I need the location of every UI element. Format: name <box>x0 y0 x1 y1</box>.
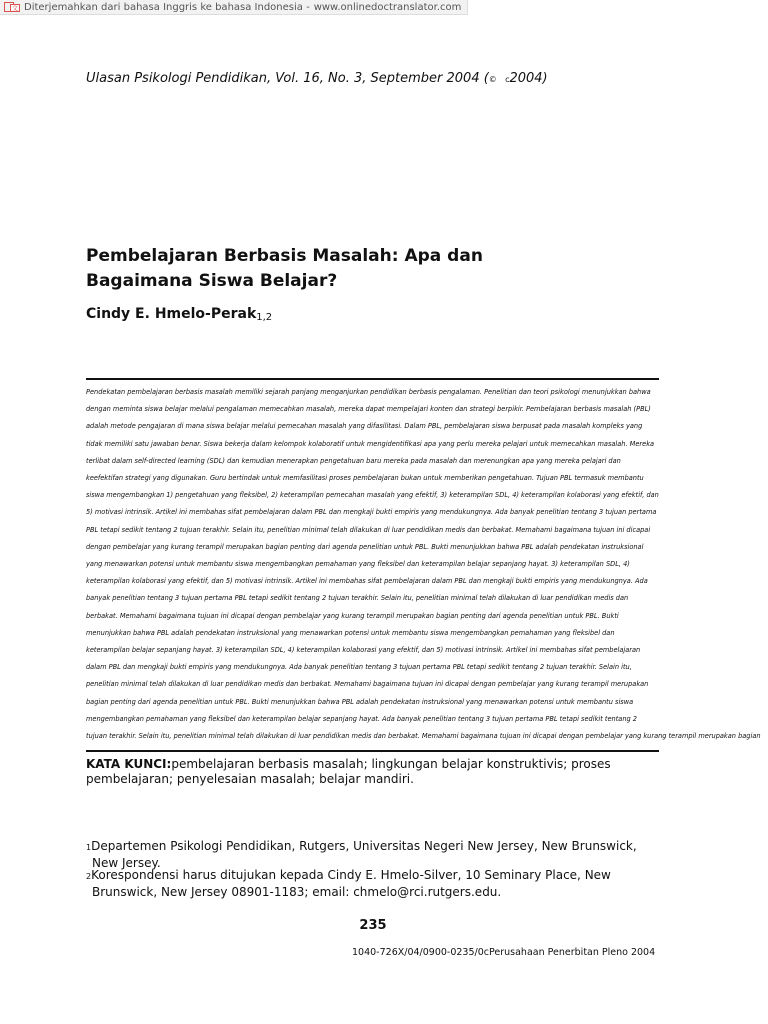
copyright-c: c <box>505 75 510 84</box>
article-title <box>86 244 646 294</box>
abstract-line: tujuan terakhir. Selain itu, penelitian minimal telah dilakukan di luar pendidikan medis dan berbakat. Memahami bagaimana tujuan ini dicapai dengan pembelajar yang kurang terampil merupakan bagian <box>86 732 761 741</box>
abstract-top-rule <box>86 378 659 380</box>
footer-publisher: Perusahaan Penerbitan Pleno 2004 <box>489 947 656 958</box>
footnote-1-number: 1 <box>86 843 92 852</box>
abstract-line: adalah metode pengajaran di mana siswa belajar melalui pemecahan masalah yang difasilitasi. Dalam PBL, pembelajaran siswa berpusat pada masalah kompleks yang <box>86 422 643 431</box>
footnote-2-line1: Korespondensi harus ditujukan kepada Cindy E. Hmelo-Silver, 10 Seminary Place, New <box>91 868 611 882</box>
footer-code: 1040-726X/04/0900-0235/0 <box>352 947 484 958</box>
footer-copyright: c <box>483 947 489 958</box>
abstract-line: banyak penelitian tentang 3 tujuan pertama PBL tetapi sedikit tentang 2 tujuan terakhir. Selain itu, penelitian minimal telah dilakukan di luar pendidikan medis dan <box>86 594 629 603</box>
footnote-2-number: 2 <box>86 872 92 881</box>
footnote-1-line2: New Jersey. <box>92 855 161 870</box>
abstract-line: keterampilan kolaborasi yang efektif, dan 5) motivasi intrinsik. Artikel ini membahas sifat pembelajaran dalam PBL dan mengkaji bukti empiris yang mendukungnya. Ada <box>86 577 648 586</box>
abstract-line: bagian penting dari agenda penelitian untuk PBL. Bukti menunjukkan bahwa PBL adalah pendekatan instruksional yang menawarkan potensi untuk membantu siswa <box>86 697 634 706</box>
abstract-line: yang menawarkan potensi untuk membantu siswa mengembangkan pemahaman yang fleksibel dan keterampilan belajar sepanjang hayat. 3) keterampilan SDL, 4) <box>86 560 630 569</box>
translator-logo-icon <box>4 2 20 12</box>
abstract-line: dengan pembelajar yang kurang terampil merupakan bagian penting dari agenda penelitian untuk PBL. Bukti menunjukkan bahwa PBL adalah pendekatan instruksional <box>86 542 644 551</box>
abstract <box>86 384 768 745</box>
article-title-line2: Bagaimana Siswa Belajar? <box>86 271 338 291</box>
abstract-line: siswa mengembangkan 1) pengetahuan yang fleksibel, 2) keterampilan pemecahan masalah yang efektif, 3) keterampilan SDL, 4) keterampilan kolaborasi yang efektif, dan <box>86 491 659 500</box>
page-number: 235 <box>359 918 387 933</box>
banner-text: Diterjemahkan dari bahasa Inggris ke bahasa Indonesia - <box>24 1 310 13</box>
abstract-bottom-rule <box>86 750 659 752</box>
footnote-1-line1: Departemen Psikologi Pendidikan, Rutgers, Universitas Negeri New Jersey, New Brunswick, <box>91 839 637 853</box>
abstract-line: mengembangkan pemahaman yang fleksibel dan keterampilan belajar sepanjang hayat. Ada banyak penelitian tentang 3 tujuan pertama PBL tetapi sedikit tentang 2 <box>86 714 638 723</box>
keywords-text: pembelajaran berbasis masalah; lingkungan belajar konstruktivis; proses pembelajaran; penyelesaian masalah; belajar mandiri. <box>86 757 611 786</box>
abstract-line: keefektifan strategi yang digunakan. Guru bertindak untuk memfasilitasi proses pembelajaran bukan untuk memberikan pengetahuan. Tujuan PBL termasuk membantu <box>86 474 644 483</box>
article-title-line1: Pembelajaran Berbasis Masalah: Apa dan <box>86 246 483 266</box>
translator-banner <box>0 0 468 15</box>
abstract-line: 5) motivasi intrinsik. Artikel ini membahas sifat pembelajaran dalam PBL dan mengkaji bukti empiris yang mendukungnya. Ada banyak penelitian tentang 3 tujuan pertama <box>86 508 657 517</box>
publication-footer <box>352 947 655 958</box>
author <box>86 306 272 322</box>
svg-text:文: 文 <box>12 5 19 12</box>
footnote-1 <box>86 839 676 870</box>
abstract-line: terlibat dalam self-directed learning (SDL) dan kemudian menerapkan pengetahuan baru mereka pada masalah dan merenungkan apa yang mereka pelajari dan <box>86 456 621 465</box>
author-name: Cindy E. Hmelo-Perak <box>86 306 257 322</box>
abstract-line: tidak memiliki satu jawaban benar. Siswa bekerja dalam kelompok kolaboratif untuk mengidentifikasi apa yang perlu mereka pelajari untuk memecahkan masalah. Mereka <box>86 439 655 448</box>
copyright-mark: © <box>488 75 497 84</box>
abstract-line: Pendekatan pembelajaran berbasis masalah memiliki sejarah panjang menganjurkan pendidikan berbasis pengalaman. Penelitian dan teori psikologi menunjukkan bahwa <box>86 388 651 396</box>
journal-year: 2004) <box>509 71 548 86</box>
keywords-label: KATA KUNCI: <box>86 757 172 771</box>
footnote-2 <box>86 868 676 899</box>
abstract-line: penelitian minimal telah dilakukan di luar pendidikan medis dan berbakat. Memahami bagaimana tujuan ini dicapai dengan pembelajar yang kurang terampil merupakan <box>86 680 649 689</box>
abstract-line: keterampilan belajar sepanjang hayat. 3) keterampilan SDL, 4) keterampilan kolaborasi yang efektif, dan 5) motivasi intrinsik. Artikel ini membahas sifat pembelajaran <box>86 646 641 655</box>
abstract-line: PBL tetapi sedikit tentang 2 tujuan terakhir. Selain itu, penelitian minimal telah dilakukan di luar pendidikan medis dan berbakat. Memahami bagaimana tujuan ini dicapai <box>86 525 651 534</box>
author-affiliation-marks: 1,2 <box>256 312 273 323</box>
keywords <box>86 757 666 787</box>
journal-citation <box>86 71 548 86</box>
abstract-line: berbakat. Memahami bagaimana tujuan ini dicapai dengan pembelajar yang kurang terampil merupakan bagian penting dari agenda penelitian untuk PBL. Bukti <box>86 611 619 620</box>
translator-link[interactable]: www.onlinedoctranslator.com <box>313 1 462 13</box>
abstract-line: menunjukkan bahwa PBL adalah pendekatan instruksional yang menawarkan potensi untuk membantu siswa mengembangkan pemahaman yang fleksibel dan <box>86 628 615 637</box>
footnote-2-line2: Brunswick, New Jersey 08901-1183; email: chmelo@rci.rutgers.edu. <box>92 884 502 899</box>
journal-citation-text: Ulasan Psikologi Pendidikan, Vol. 16, No. 3, September 2004 ( <box>86 71 489 86</box>
abstract-line: dengan meminta siswa belajar melalui pengalaman memecahkan masalah, mereka dapat mempelajari konten dan strategi berpikir. Pembelajaran berbasis masalah (PBL) <box>86 405 651 414</box>
abstract-line: dalam PBL dan mengkaji bukti empiris yang mendukungnya. Ada banyak penelitian tentang 3 tujuan pertama PBL tetapi sedikit tentang 2 tujuan terakhir. Selain itu, <box>86 663 632 672</box>
